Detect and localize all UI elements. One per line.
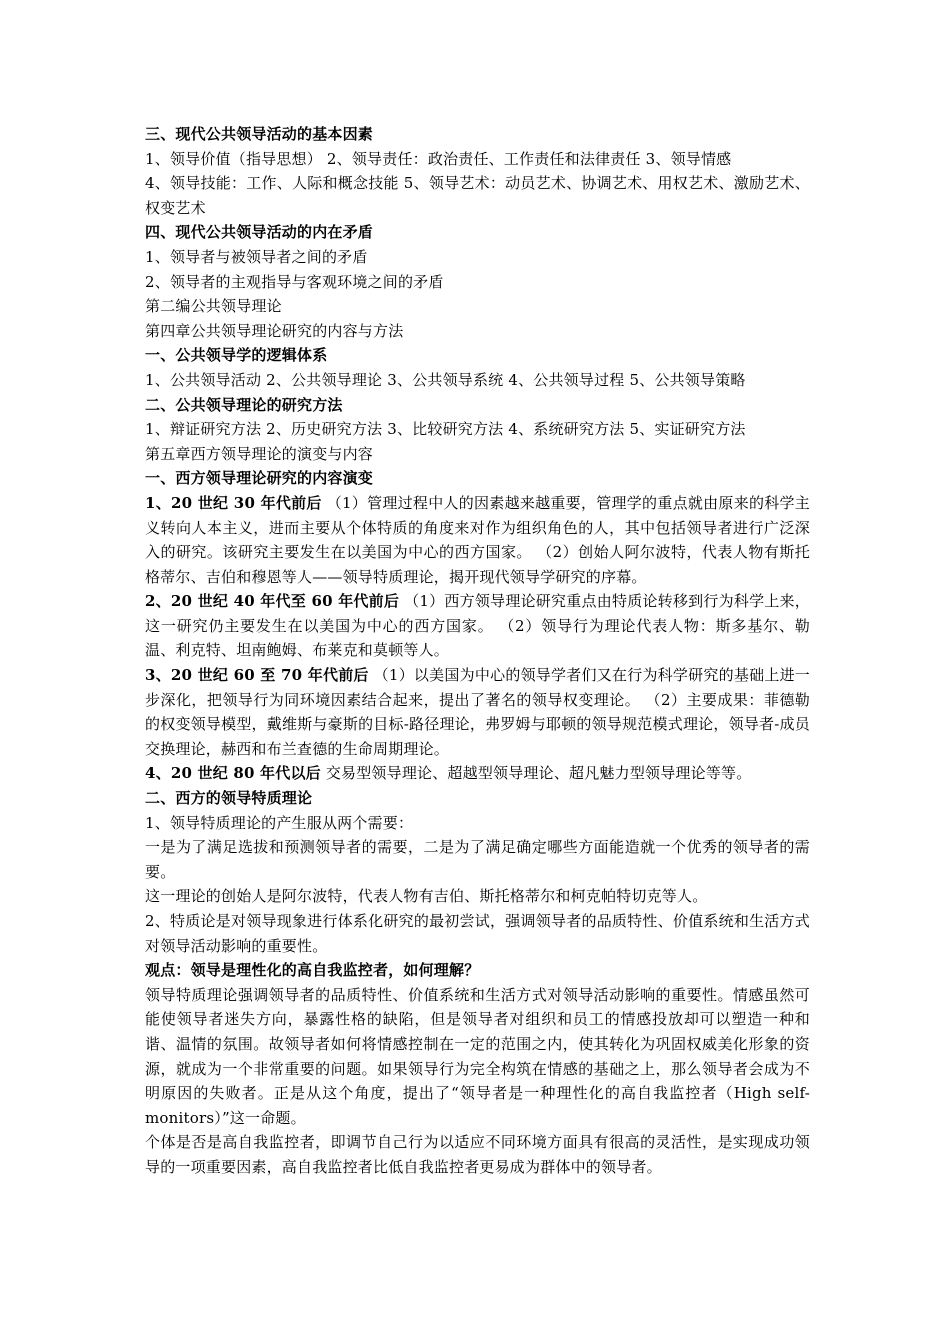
paragraph-view-2: 个体是否是高自我监控者，即调节自己行为以适应不同环境方面具有很高的灵活性，是实现成功领导的一项重要因素，高自我监控者比低自我监控者更易成为群体中的领导者。 xyxy=(145,1133,810,1176)
paragraph-evolution-2 xyxy=(145,589,810,663)
part-title: 第二编公共领导理论 xyxy=(145,297,282,316)
chapter-5-title: 第五章西方领导理论的演变与内容 xyxy=(145,444,374,463)
paragraph-evolution-3 xyxy=(145,663,810,761)
evolution-2-text: （1）西方领导理论研究重点由特质论转移到行为科学上来，这一研究仍主要发生在以美国为中心的西方国家。 （2）领导行为理论代表人物：斯多基尔、勒温、利克特、坦南鲍姆、布莱克和莫顿等人。 xyxy=(145,592,810,660)
paragraph-logic-items: 1、公共领导活动 2、公共领导理论 3、公共领导系统 4、公共领导过程 5、公共领导策略 xyxy=(145,370,746,389)
paragraph-methods-items: 1、辩证研究方法 2、历史研究方法 3、比较研究方法 4、系统研究方法 5、实证研究方法 xyxy=(145,420,746,439)
evolution-2-title: 2、20 世纪 40 年代至 60 年代前后 xyxy=(145,592,400,611)
evolution-1-title: 1、20 世纪 30 年代前后 xyxy=(145,493,322,512)
heading-inner-contradiction: 四、现代公共领导活动的内在矛盾 xyxy=(145,223,374,242)
paragraph-contradiction-1: 1、领导者与被领导者之间的矛盾 xyxy=(145,247,368,266)
evolution-4-title: 4、20 世纪 80 年代以后 xyxy=(145,764,321,783)
paragraph-contradiction-2: 2、领导者的主观指导与客观环境之间的矛盾 xyxy=(145,272,444,291)
paragraph-trait-3: 这一理论的创始人是阿尔波特，代表人物有吉伯、斯托格蒂尔和柯克帕特切克等人。 xyxy=(145,887,708,906)
heading-viewpoint: 观点：领导是理性化的高自我监控者，如何理解？ xyxy=(145,961,480,980)
heading-evolution: 一、西方领导理论研究的内容演变 xyxy=(145,469,374,488)
paragraph-evolution-4 xyxy=(145,761,810,786)
heading-basic-elements: 三、现代公共领导活动的基本因素 xyxy=(145,125,374,143)
heading-trait-theory: 二、西方的领导特质理论 xyxy=(145,789,313,808)
paragraph-elements-2: 4、领导技能：工作、人际和概念技能 5、领导艺术：动员艺术、协调艺术、用权艺术、激励艺术、权变艺术 xyxy=(145,174,810,217)
evolution-4-text: 交易型领导理论、超越型领导理论、超凡魅力型领导理论等等。 xyxy=(320,764,752,783)
chapter-4-title: 第四章公共领导理论研究的内容与方法 xyxy=(145,321,404,340)
heading-research-methods: 二、公共领导理论的研究方法 xyxy=(145,395,343,414)
paragraph-trait-1: 1、领导特质理论的产生服从两个需要： xyxy=(145,813,414,832)
evolution-1-text: （1）管理过程中人的因素越来越重要，管理学的重点就由原来的科学主义转向人本主义，进而主要从个体特质的角度来对作为组织角色的人，其中包括领导者进行广泛深入的研究。该研究主要发生在以美国为中心的西方国家。 （2）创始人阿尔波特，代表人物有斯托格蒂尔、吉伯和穆恩等人——领导特质理论，揭开现代领导学研究的序幕。 xyxy=(145,493,810,586)
paragraph-evolution-1 xyxy=(145,491,810,589)
heading-logic-system: 一、公共领导学的逻辑体系 xyxy=(145,346,328,365)
paragraph-elements-1: 1、领导价值（指导思想） 2、领导责任：政治责任、工作责任和法律责任 3、领导情感 xyxy=(145,149,732,168)
evolution-3-text: （1）以美国为中心的领导学者们又在行为科学研究的基础上进一步深化，把领导行为同环境因素结合起来，提出了著名的领导权变理论。 （2）主要成果：菲德勒的权变领导模型，戴维斯与豪斯的目标-路径理论，弗罗姆与耶顿的领导规范模式理论，领导者-成员交换理论，赫西和布兰查德的生命周期理论。 xyxy=(145,666,810,758)
evolution-3-title: 3、20 世纪 60 至 70 年代前后 xyxy=(145,666,369,685)
paragraph-view-1: 领导特质理论强调领导者的品质特性、价值系统和生活方式对领导活动影响的重要性。情感虽然可能使领导者迷失方向，暴露性格的缺陷，但是领导者对组织和员工的情感投放却可以塑造一种和谐、温情的氛围。故领导者如何将情感控制在一定的范围之内，使其转化为巩固权威美化形象的资源，就成为一个非常重要的问题。如果领导行为完全构筑在情感的基础之上，那么领导者会成为不明原因的失败者。正是从这个角度，提出了“领导者是一种理性化的高自我监控者（High self-monitors）”这一命题。 xyxy=(145,985,810,1127)
paragraph-trait-4: 2、特质论是对领导现象进行体系化研究的最初尝试，强调领导者的品质特性、价值系统和生活方式对领导活动影响的重要性。 xyxy=(145,912,810,955)
paragraph-trait-2: 一是为了满足选拔和预测领导者的需要，二是为了满足确定哪些方面能造就一个优秀的领导者的需要。 xyxy=(145,838,810,881)
